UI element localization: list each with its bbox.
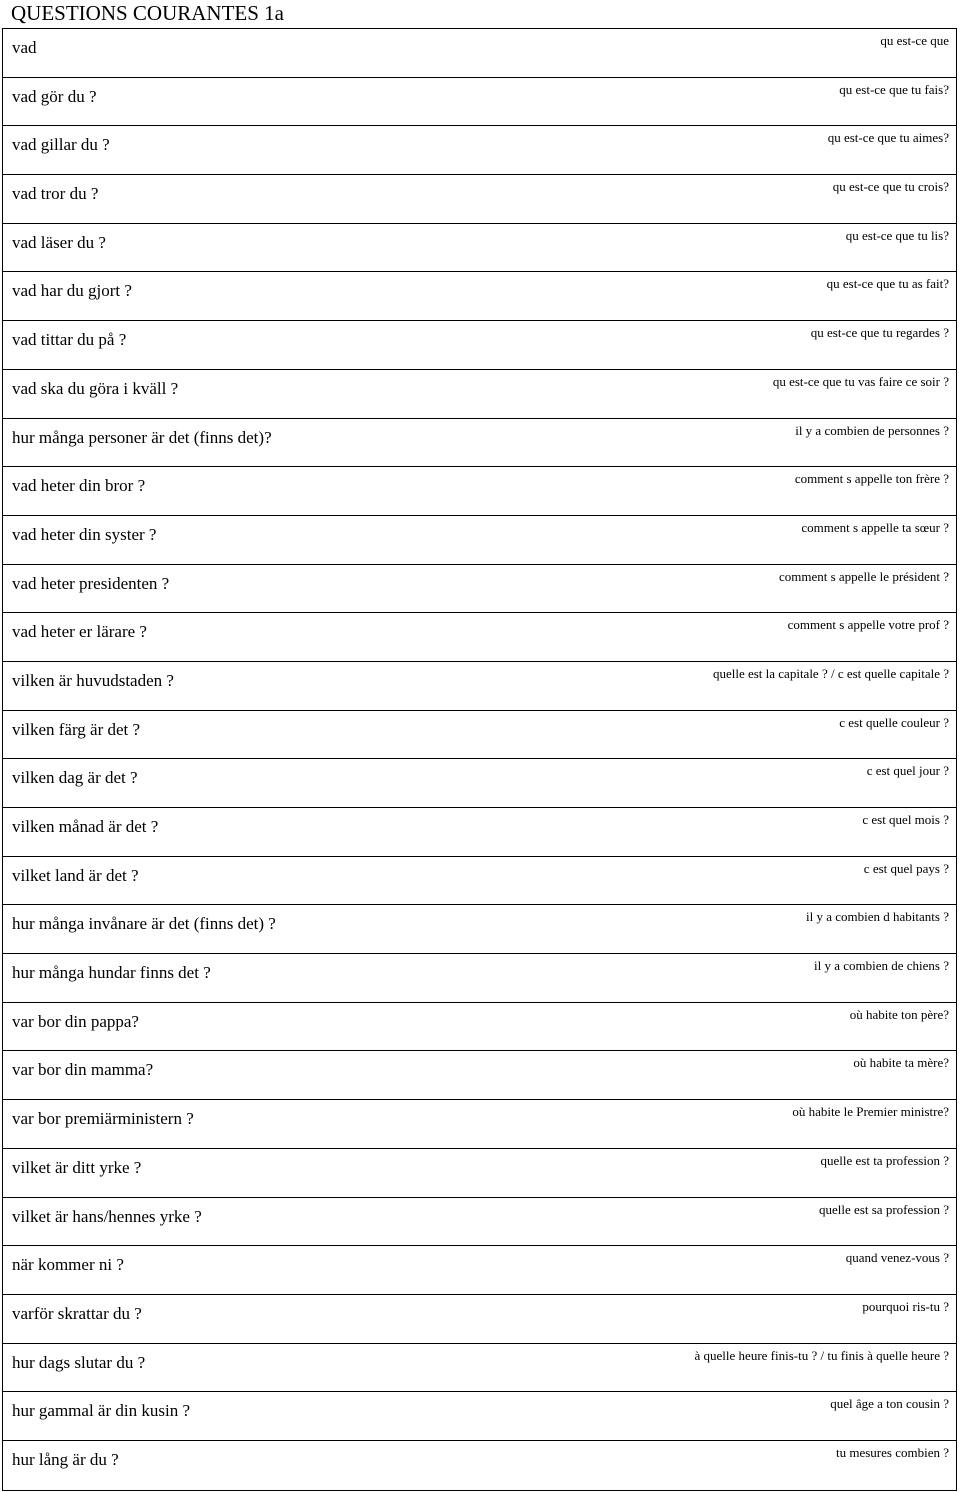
swedish-question: vad gillar du ? [12, 135, 110, 155]
swedish-question: hur många invånare är det (finns det) ? [12, 914, 276, 934]
french-translation: où habite ta mère? [853, 1055, 949, 1071]
table-row [3, 1246, 956, 1295]
french-translation: quelle est ta profession ? [820, 1152, 949, 1168]
swedish-question: vad heter presidenten ? [12, 573, 170, 593]
swedish-question: vad heter er lärare ? [12, 622, 147, 642]
table-row [3, 1149, 956, 1198]
swedish-question: vilket är hans/hennes yrke ? [12, 1206, 202, 1226]
french-translation: quand venez-vous ? [845, 1250, 949, 1266]
swedish-question: vad läser du ? [12, 232, 106, 252]
table-row [3, 954, 956, 1003]
swedish-question: vad gör du ? [12, 86, 97, 106]
table-row [3, 565, 956, 614]
french-translation: qu est-ce que tu vas faire ce soir ? [772, 373, 949, 389]
swedish-question: när kommer ni ? [12, 1255, 124, 1275]
swedish-question: vad tror du ? [12, 184, 99, 204]
swedish-question: vilken är huvudstaden ? [12, 670, 174, 690]
table-row [3, 1392, 956, 1441]
swedish-question: vad har du gjort ? [12, 281, 132, 301]
swedish-question: var bor premiärministern ? [12, 1109, 194, 1129]
french-translation: qu est-ce que tu fais? [839, 81, 949, 97]
french-translation: comment s appelle le président ? [778, 568, 949, 584]
french-translation: comment s appelle ton frère ? [794, 471, 949, 487]
french-translation: quelle est sa profession ? [819, 1201, 949, 1217]
french-translation: c est quelle couleur ? [839, 714, 949, 730]
table-row [3, 613, 956, 662]
table-row [3, 808, 956, 857]
swedish-question: vilken månad är det ? [12, 817, 159, 836]
table-row [3, 905, 956, 954]
french-translation: comment s appelle votre prof ? [787, 617, 949, 633]
french-translation: qu est-ce que tu aimes? [827, 130, 949, 146]
table-row [3, 1198, 956, 1247]
french-translation: qu est-ce que tu regardes ? [810, 325, 949, 341]
table-row [3, 759, 956, 808]
questions-table [2, 28, 957, 1491]
french-translation: quelle est la capitale ? / c est quelle capitale ? [712, 665, 949, 681]
french-translation: où habite ton père? [849, 1006, 949, 1022]
french-translation: pourquoi ris-tu ? [862, 1298, 949, 1314]
page-title: QUESTIONS COURANTES 1a [11, 1, 284, 25]
french-translation: à quelle heure finis-tu ? / tu finis à quelle heure ? [694, 1347, 949, 1363]
swedish-question: hur många hundar finns det ? [12, 963, 211, 983]
swedish-question: var bor din mamma? [12, 1060, 154, 1080]
swedish-question: vad ska du göra i kväll ? [12, 378, 179, 398]
french-translation: c est quel mois ? [862, 812, 949, 827]
table-row [3, 272, 956, 321]
table-row [3, 126, 956, 175]
swedish-question: vad heter din syster ? [12, 524, 157, 544]
table-row [3, 419, 956, 468]
french-translation: c est quel jour ? [866, 763, 949, 779]
swedish-question: hur lång är du ? [12, 1449, 119, 1469]
french-translation: qu est-ce que tu lis? [845, 227, 949, 243]
table-row [3, 78, 956, 127]
table-row [3, 516, 956, 565]
swedish-question: varför skrattar du ? [12, 1303, 142, 1323]
swedish-question: vad [12, 38, 37, 57]
table-row [3, 1051, 956, 1100]
french-translation: il y a combien de personnes ? [795, 422, 949, 438]
table-row [3, 370, 956, 419]
swedish-question: vilken dag är det ? [12, 768, 138, 788]
french-translation: c est quel pays ? [863, 860, 949, 876]
french-translation: tu mesures combien ? [836, 1444, 949, 1460]
french-translation: qu est-ce que tu crois? [832, 179, 949, 195]
french-translation: quel âge a ton cousin ? [830, 1396, 949, 1412]
swedish-question: vad heter din bror ? [12, 476, 146, 496]
table-row [3, 29, 956, 78]
table-row [3, 1295, 956, 1344]
table-row [3, 857, 956, 906]
table-row [3, 1344, 956, 1393]
table-row [3, 662, 956, 711]
swedish-question: var bor din pappa? [12, 1011, 139, 1031]
table-row [3, 1441, 956, 1490]
table-row [3, 467, 956, 516]
swedish-question: vilket land är det ? [12, 865, 139, 885]
french-translation: il y a combien de chiens ? [813, 958, 949, 974]
table-row [3, 321, 956, 370]
table-row [3, 175, 956, 224]
table-row [3, 1003, 956, 1052]
french-translation: comment s appelle ta sœur ? [801, 519, 949, 535]
swedish-question: vad tittar du på ? [12, 330, 127, 350]
swedish-question: vilket är ditt yrke ? [12, 1157, 142, 1177]
swedish-question: hur gammal är din kusin ? [12, 1401, 190, 1421]
french-translation: il y a combien d habitants ? [806, 909, 949, 925]
table-row [3, 711, 956, 760]
swedish-question: vilken färg är det ? [12, 719, 141, 739]
french-translation: qu est-ce que tu as fait? [826, 276, 949, 292]
table-row [3, 1100, 956, 1149]
french-translation: qu est-ce que [880, 33, 949, 48]
swedish-question: hur dags slutar du ? [12, 1352, 146, 1372]
swedish-question: hur många personer är det (finns det)? [12, 427, 272, 447]
french-translation: où habite le Premier ministre? [792, 1104, 949, 1120]
table-row [3, 224, 956, 273]
